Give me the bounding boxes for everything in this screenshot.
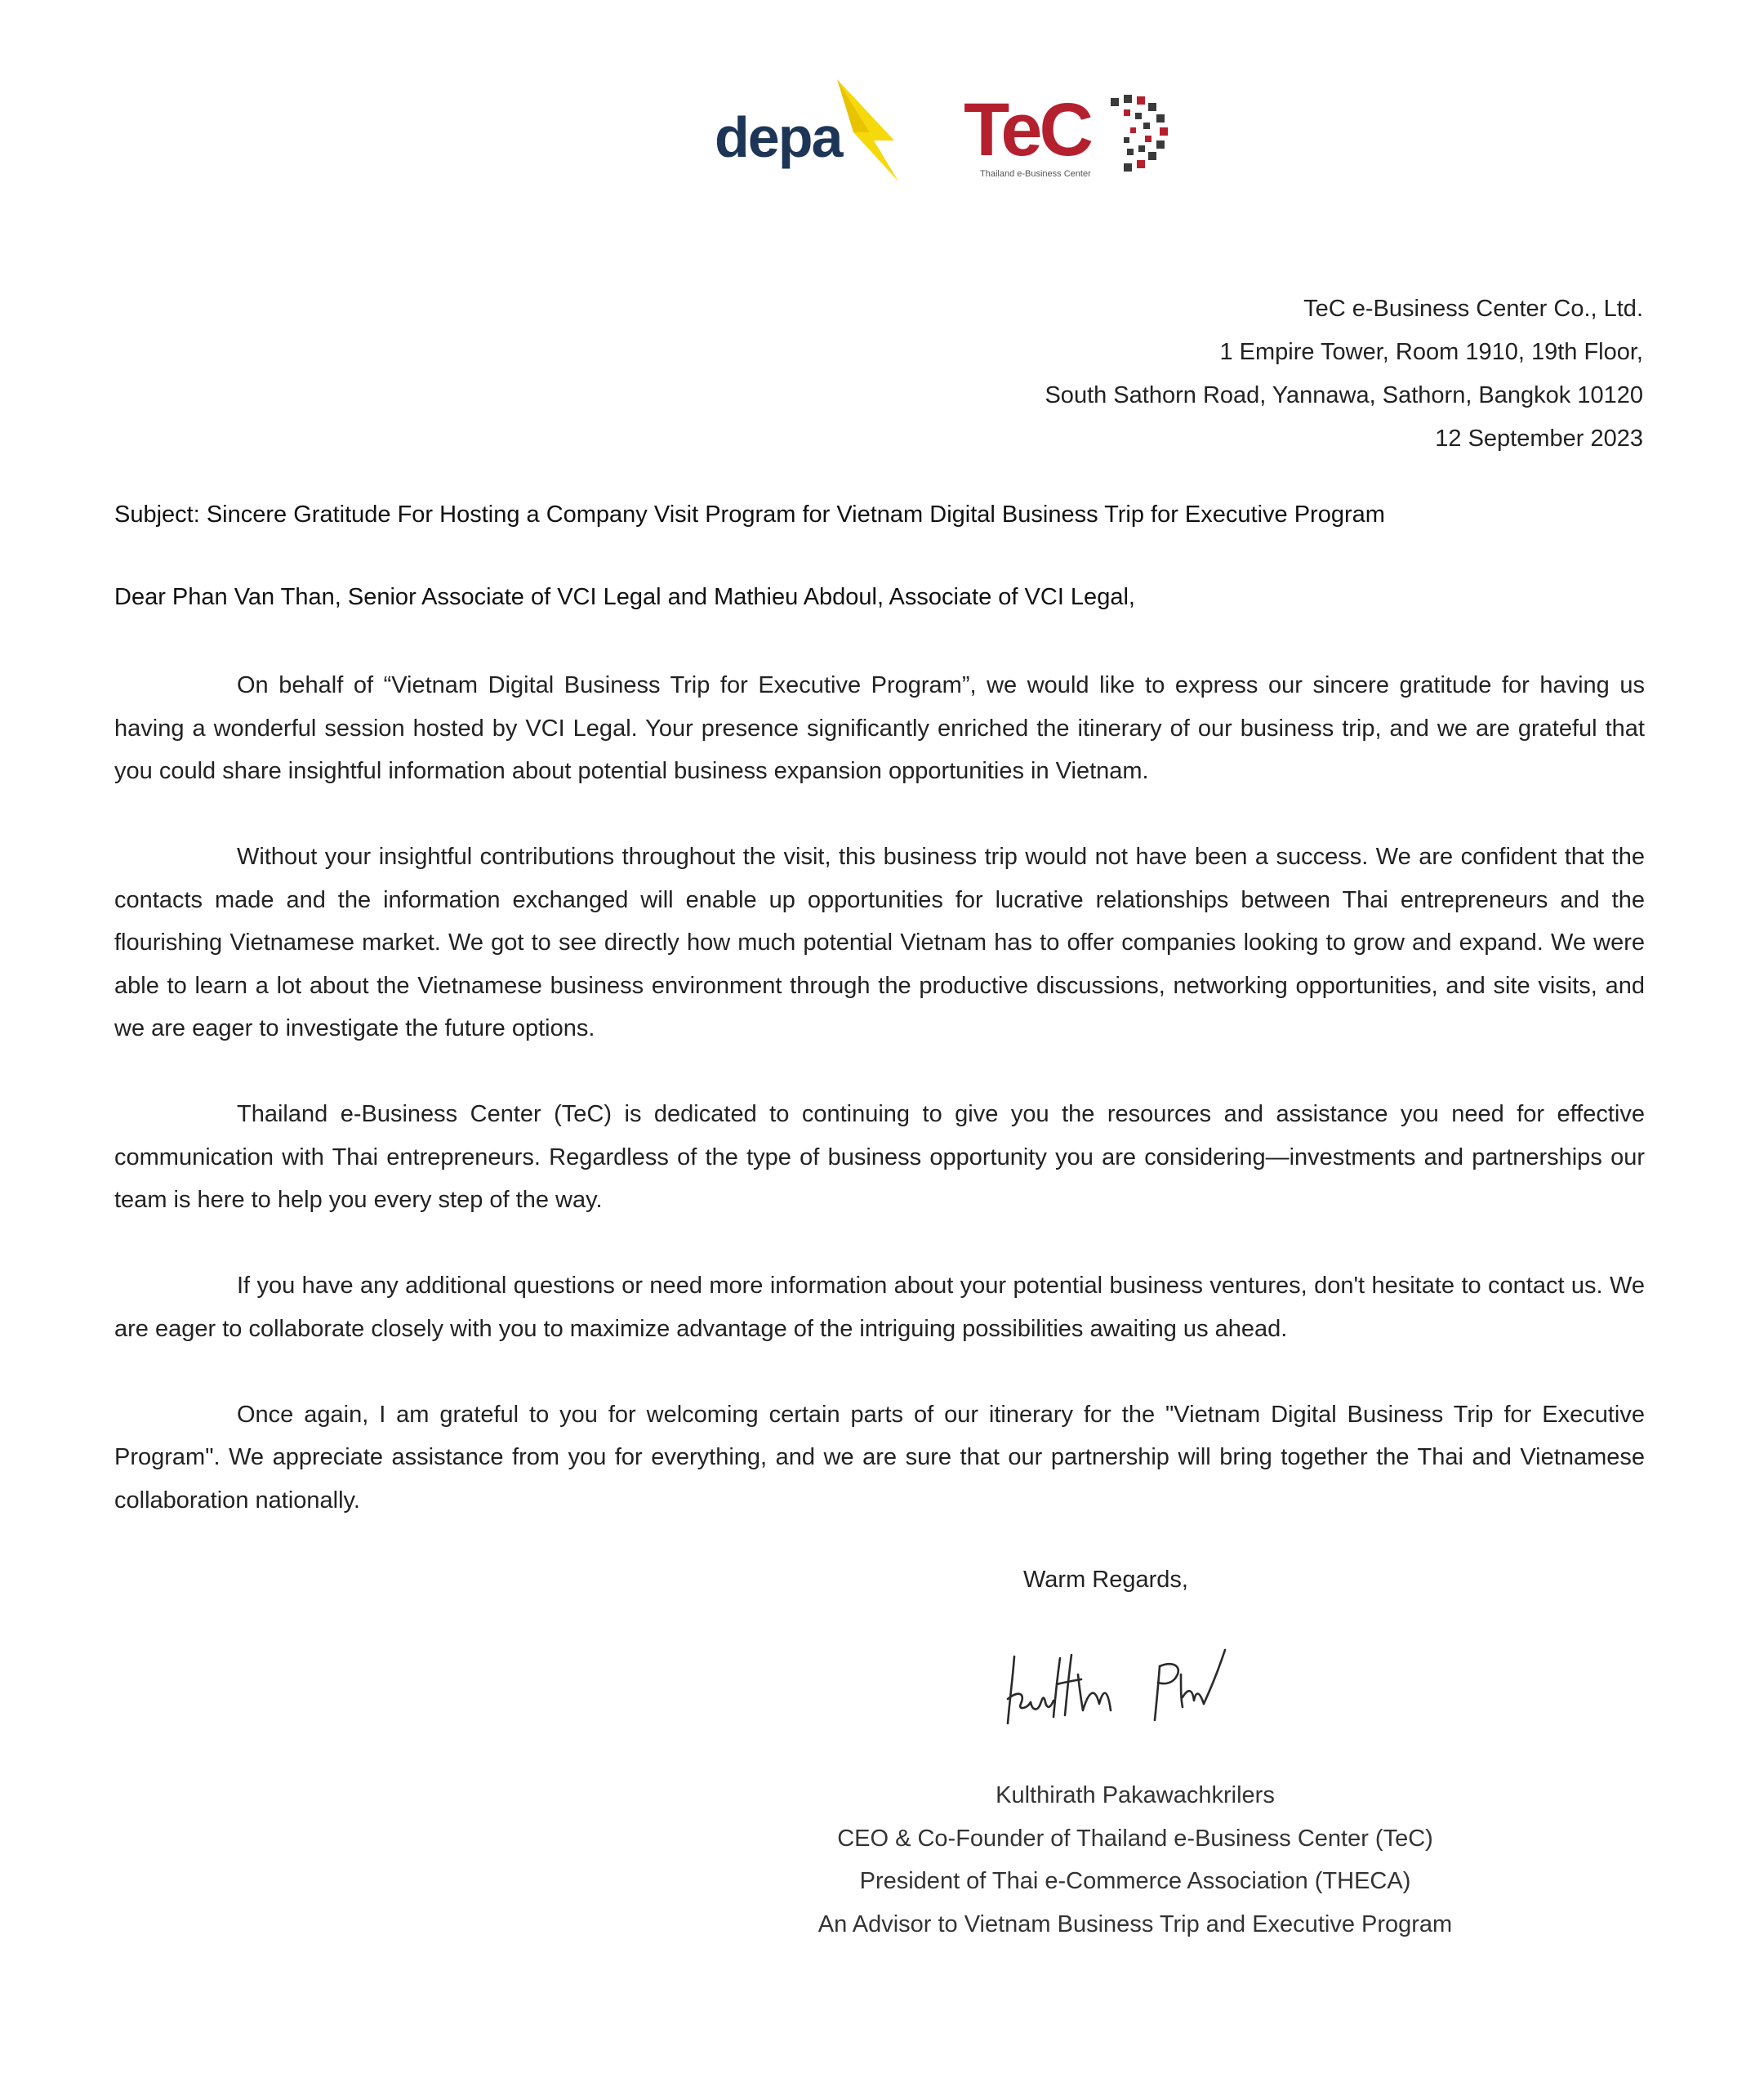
letter-body [114,664,1645,1565]
letter-date: 12 September 2023 [1435,426,1643,452]
svg-text:TeC: TeC [964,91,1090,172]
signatory-name: Kulthirath Pakawachkrilers [996,1782,1275,1808]
signatory-title: An Advisor to Vietnam Business Trip and Executive Program [817,1910,1453,1937]
sender-company: TeC e-Business Center Co., Ltd. [1303,296,1643,322]
svg-text:Thailand e-Business Center: Thailand e-Business Center [980,169,1091,179]
body-paragraph: Without your insightful contributions throughout the visit, this business trip would not have been a success. We are confident that the contacts made and the information exchanged will enable up opportunities for lucrative relationships between Thai entrepreneurs and the flourishing Vietnamese market. We got to see directly how much potential Vietnam has to offer companies looking to grow and expand. We were able to learn a lot about the Vietnamese business environment through the productive discussions, networking opportunities, and site visits, and we are eager to investigate the future options. [114,844,1645,1041]
body-paragraph: On behalf of “Vietnam Digital Business Trip for Executive Program”, we would like to express our sincere gratitude for having us having a wonderful session hosted by VCI Legal. Your presence significantly enriched the itinerary of our business trip, and we are grateful that you could share insightful information about potential business expansion opportunities in Vietnam. [114,672,1645,784]
signatory-block [768,1774,1503,1946]
body-paragraph: Once again, I am grateful to you for welcoming certain parts of our itinerary for the "Vietnam Digital Business Trip for Executive Program". We appreciate assistance from you for everything, and we are sure that our partnership will bring together the Thai and Vietnamese collaboration nationally. [114,1401,1645,1514]
handwritten-signature [1003,1642,1248,1740]
sender-address [1045,288,1643,461]
signatory-title: President of Thai e-Commerce Association (THECA) [859,1868,1411,1894]
letter-subject: Subject: Sincere Gratitude For Hosting a Company Visit Program for Vietnam Digital Business Trip for Executive Program [114,502,1385,528]
body-paragraph: Thailand e-Business Center (TeC) is dedicated to continuing to give you the resources and assistance you need for effective communication with Thai entrepreneurs. Regardless of the type of business opportunity you are considering—investments and partnerships our team is here to help you every step of the way. [114,1101,1645,1213]
body-paragraph: If you have any additional questions or need more information about your potential business ventures, don't hesitate to contact us. We are eager to collaborate closely with you to maximize advantage of the intriguing possibilities awaiting us ahead. [114,1273,1645,1342]
signatory-title: CEO & Co-Founder of Thailand e-Business Center (TeC) [837,1825,1433,1852]
letterhead-logos [0,75,1764,198]
svg-text:depa: depa [715,105,842,169]
letter-salutation: Dear Phan Van Than, Senior Associate of VCI Legal and Mathieu Abdoul, Associate of VCI Legal, [114,584,1135,610]
sender-address-line1: 1 Empire Tower, Room 1910, 19th Floor, [1219,339,1643,365]
letter-closing: Warm Regards, [1023,1567,1188,1593]
sender-address-line2: South Sathorn Road, Yannawa, Sathorn, Bangkok 10120 [1045,382,1643,408]
tec-logo [964,91,1176,189]
depa-logo [715,75,911,189]
